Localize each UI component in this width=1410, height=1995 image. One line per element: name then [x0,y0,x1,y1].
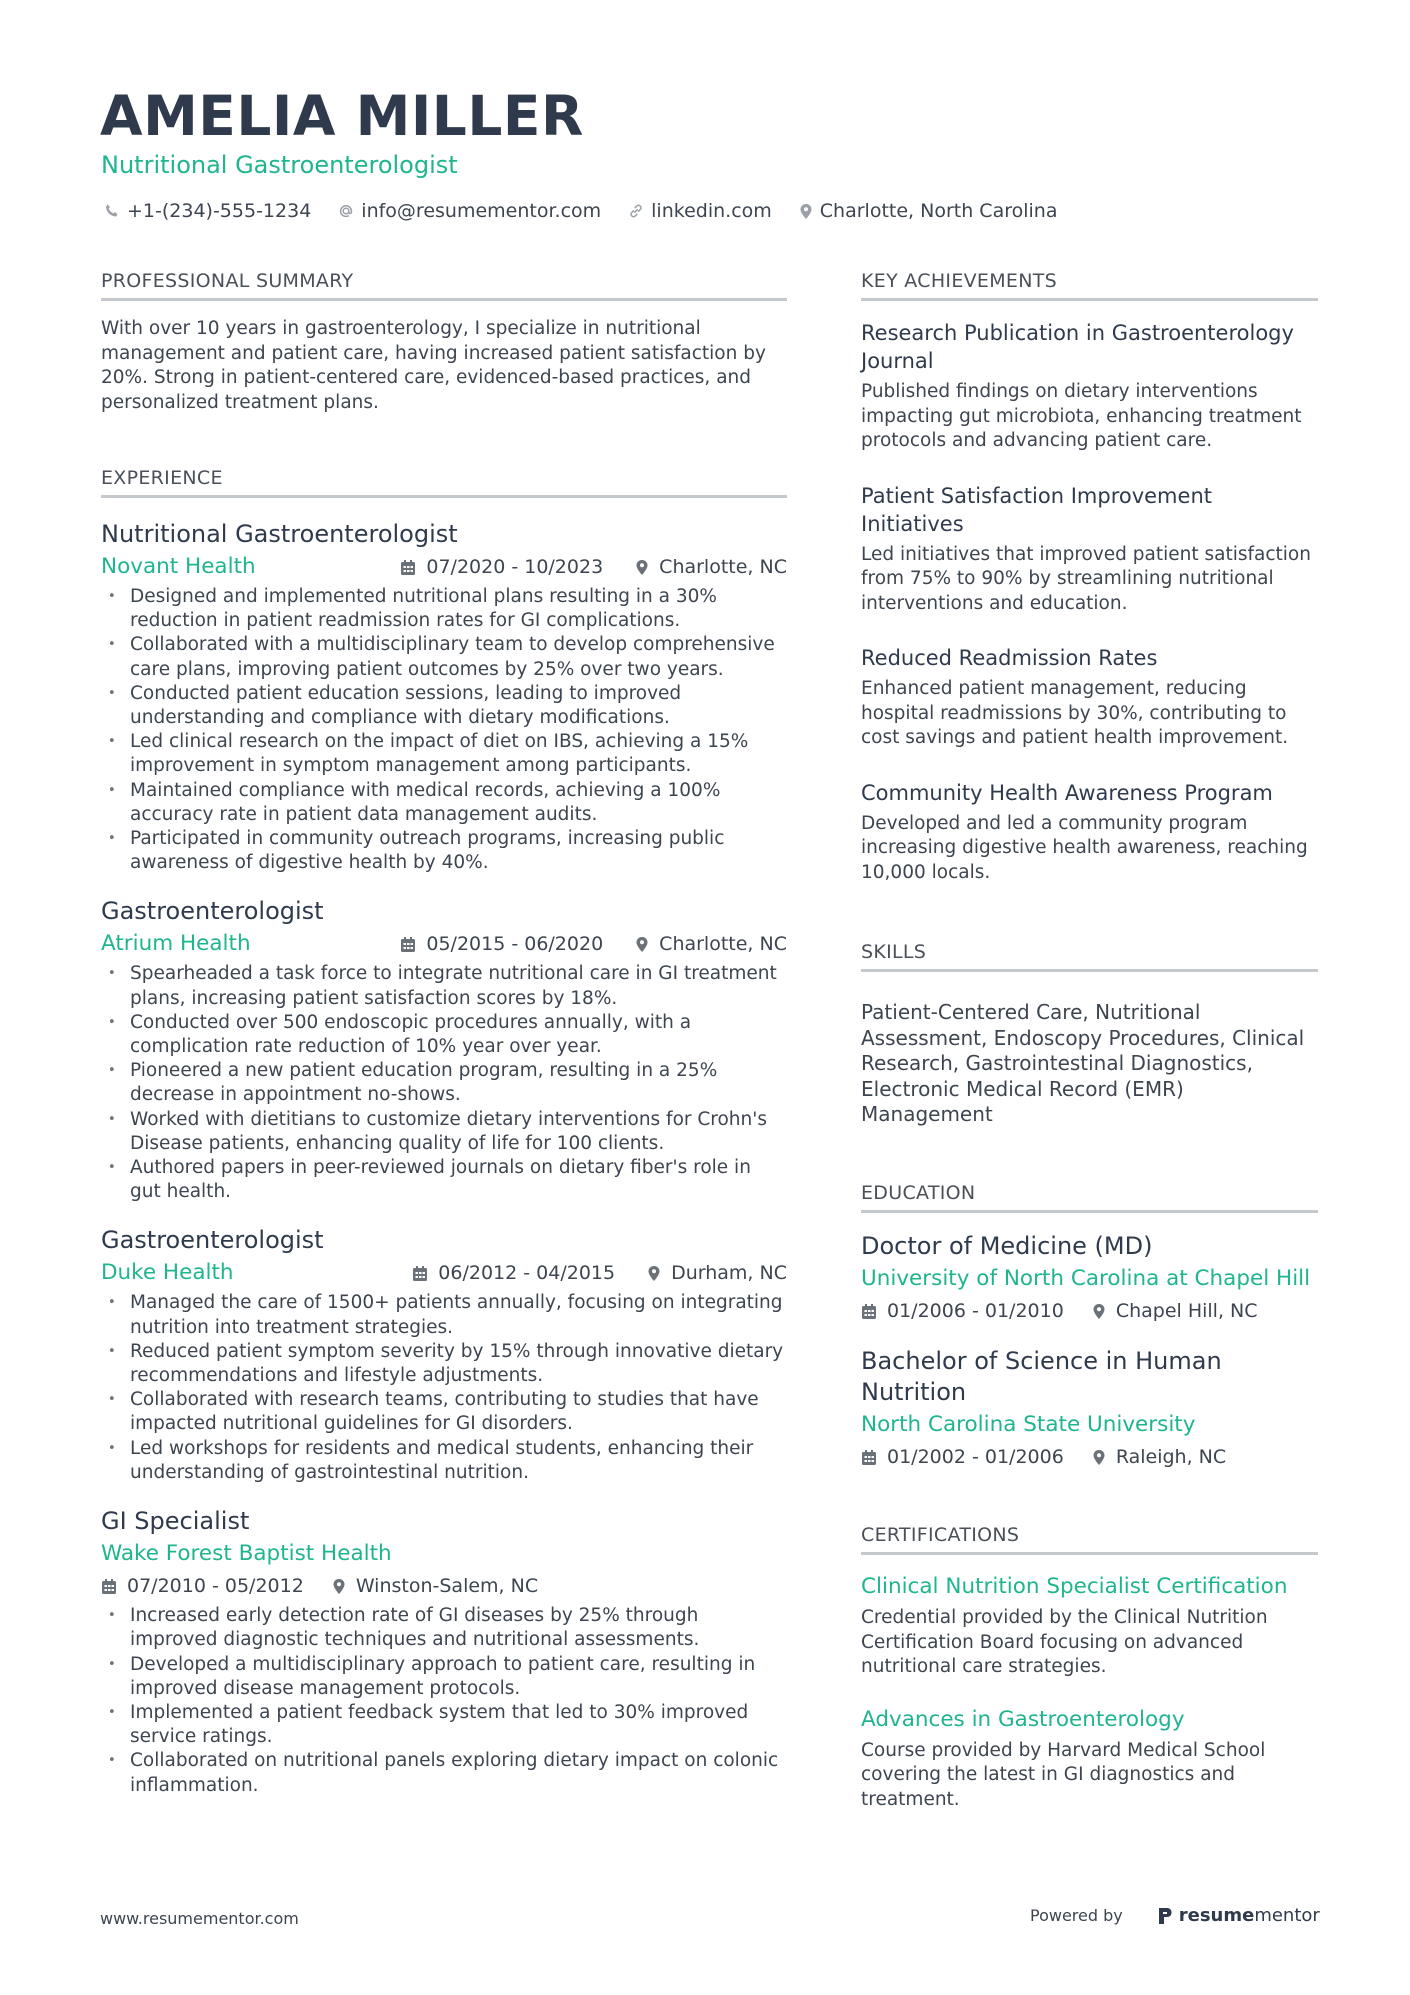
bullet-item: • Designed and implemented nutritional plans resulting in a 30% reduction in patient readmission rates for GI complications. [101,585,787,633]
degree-title: Bachelor of Science in Human Nutrition [861,1347,1222,1406]
education-date-location [861,1442,1318,1472]
bullet-item: • Managed the care of 1500+ patients annually, focusing on integrating nutrition into treatment strategies. [101,1291,787,1339]
job-title: Gastroenterologist [101,897,324,926]
company-name: Duke Health [101,1260,234,1286]
education-dates [861,1446,1064,1468]
school-name: North Carolina State University [861,1412,1196,1438]
job-bullets [101,1291,787,1485]
bullet-item: • Implemented a patient feedback system that led to 30% improved service ratings. [101,1701,787,1749]
job-location-text: Durham, NC [671,1262,787,1285]
education-dates-text: 01/2002 - 01/2006 [887,1446,1064,1469]
candidate-name: AMELIA MILLER [100,84,584,148]
contact-location [799,198,1058,224]
job-dates-text: 07/2010 - 05/2012 [127,1575,304,1598]
achievement-title: Patient Satisfaction Improvement Initiatives [861,483,1212,536]
job-bullets [101,1604,787,1798]
job-dates-text: 07/2020 - 10/2023 [426,556,604,578]
location-pin-icon [1092,1449,1106,1466]
job-entry [101,518,787,875]
contact-website[interactable] [628,198,772,224]
contact-website-text: linkedin.com [651,200,772,222]
bullet-item: • Collaborated on nutritional panels exploring dietary impact on colonic inflammation. [101,1749,787,1797]
achievement-title: Reduced Readmission Rates [861,646,1158,670]
bullet-item: • Pioneered a new patient education program, resulting in a 25% decrease in appointment no-shows. [101,1059,787,1107]
job-entry [101,895,787,1204]
brand-logo-icon [1157,1906,1173,1926]
job-location [647,1262,787,1284]
contact-phone[interactable] [104,198,311,224]
achievement-text: Developed and led a community program increasing digestive health awareness, reaching 10,000 locals. [861,812,1308,883]
candidate-headline: Nutritional Gastroenterologist [101,151,458,179]
job-location [635,556,787,578]
link-icon [628,203,644,219]
section-title: CERTIFICATIONS [861,1520,1318,1555]
calendar-icon [412,1265,428,1282]
company-name: Wake Forest Baptist Health [101,1541,392,1567]
education-dates-text: 01/2006 - 01/2010 [887,1300,1064,1323]
bullet-item: • Led workshops for residents and medical students, enhancing their understanding of gastrointestinal nutrition. [101,1437,787,1485]
job-title: GI Specialist [101,1507,250,1536]
degree-title: Doctor of Medicine (MD) [861,1231,1153,1260]
certifications-section [861,1520,1318,1812]
bullet-item: • Reduced patient symptom severity by 15% through innovative dietary recommendations and lifestyle adjustments. [101,1340,787,1388]
bullet-item: • Participated in community outreach programs, increasing public awareness of digestive health by 40%. [101,827,787,875]
summary-text: With over 10 years in gastroenterology, I specialize in nutritional management and patient care, having increased patient satisfaction by 20%. Strong in patient-centered care, evidenced-based practices, and personalized treatment plans. [101,318,766,413]
brand-logo[interactable] [1157,1905,1320,1926]
phone-icon [104,203,120,219]
left-column [101,266,787,1798]
bullet-item: • Spearheaded a task force to integrate nutritional care in GI treatment plans, increasing patient satisfaction scores by 18%. [101,962,787,1010]
job-dates [101,1575,304,1597]
section-title: EDUCATION [861,1178,1318,1213]
job-meta [101,552,787,582]
bullet-item: • Conducted over 500 endoscopic procedures annually, with a complication rate reduction of 10% year over year. [101,1011,787,1059]
at-icon [338,203,354,219]
bullet-item: • Increased early detection rate of GI diseases by 25% through improved diagnostic techniques and nutritional assessments. [101,1604,787,1652]
bullet-item: • Collaborated with research teams, contributing to studies that have impacted nutritional guidelines for GI disorders. [101,1388,787,1436]
section-title: SKILLS [861,937,1318,972]
contact-location-text: Charlotte, North Carolina [819,200,1058,222]
bullet-item: • Conducted patient education sessions, leading to improved understanding and compliance with dietary modifications. [101,682,787,730]
job-date-location [101,1571,787,1601]
company-name: Novant Health [101,554,256,579]
achievement-item [861,482,1318,617]
location-pin-icon [1092,1303,1106,1320]
calendar-icon [400,559,416,576]
school-name: University of North Carolina at Chapel Hill [861,1266,1311,1292]
bullet-item: • Developed a multidisciplinary approach to patient care, resulting in improved disease management protocols. [101,1653,787,1701]
powered-by-label: Powered by [1030,1906,1123,1925]
job-dates [400,556,603,578]
job-entry [101,1224,787,1485]
job-date-location [412,1262,787,1284]
footer-powered-by [1030,1905,1320,1926]
job-meta [101,929,787,959]
job-meta [101,1258,787,1288]
job-dates-text: 06/2012 - 04/2015 [438,1262,616,1285]
certification-item [861,1706,1318,1813]
education-dates [861,1300,1064,1322]
certification-title: Advances in Gastroenterology [861,1706,1185,1732]
contact-bar [104,198,1084,224]
achievement-item [861,779,1318,886]
education-location [1092,1300,1258,1322]
education-location [1092,1446,1226,1468]
achievement-text: Enhanced patient management, reducing hospital readmissions by 30%, contributing to cost savings and patient health improvement. [861,678,1289,748]
achievement-item [861,644,1318,751]
job-location-text: Winston-Salem, NC [355,1575,539,1598]
summary-section [101,266,787,415]
job-bullets [101,962,787,1204]
certification-item [861,1573,1318,1680]
job-dates [400,933,603,955]
certification-title: Clinical Nutrition Specialist Certification [861,1574,1288,1600]
skills-section [861,937,1318,1128]
job-location [332,1575,538,1597]
calendar-icon [861,1303,877,1320]
achievements-section [861,266,1318,885]
location-pin-icon [799,203,813,220]
location-pin-icon [332,1578,346,1595]
education-section [861,1178,1318,1473]
achievement-text: Led initiatives that improved patient satisfaction from 75% to 90% by streamlining nutritional interventions and education. [861,543,1311,614]
section-title: PROFESSIONAL SUMMARY [101,266,787,301]
right-column [861,266,1318,1812]
bullet-item: • Led clinical research on the impact of diet on IBS, achieving a 15% improvement in symptom management among participants. [101,730,787,778]
job-title: Nutritional Gastroenterologist [101,520,458,548]
bullet-item: • Worked with dietitians to customize dietary interventions for Crohn's Disease patients, enhancing quality of life for 100 clients. [101,1108,787,1156]
job-bullets [101,585,787,875]
education-item [861,1231,1318,1327]
job-dates [412,1262,615,1284]
section-title: EXPERIENCE [101,463,787,498]
education-item [861,1346,1318,1472]
job-location [635,933,787,955]
contact-email[interactable] [338,198,601,224]
job-location-text: Charlotte, NC [659,933,787,956]
calendar-icon [861,1449,877,1466]
achievement-text: Published findings on dietary interventions impacting gut microbiota, enhancing treatment protocols and advancing patient care. [861,381,1302,451]
bullet-item: • Collaborated with a multidisciplinary team to develop comprehensive care plans, improving patient outcomes by 25% over two years. [101,633,787,681]
job-date-location [400,933,787,955]
education-location-text: Raleigh, NC [1115,1446,1227,1469]
job-dates-text: 05/2015 - 06/2020 [426,933,604,956]
bullet-item: • Authored papers in peer-reviewed journals on dietary fiber's role in gut health. [101,1156,787,1204]
education-location-text: Chapel Hill, NC [1115,1300,1258,1323]
location-pin-icon [635,559,649,576]
certification-text: Credential provided by the Clinical Nutrition Certification Board focusing on advanced nutritional care strategies. [861,1607,1268,1678]
location-pin-icon [635,936,649,953]
experience-section [101,463,787,1798]
contact-email-text: info@resumementor.com [361,200,602,222]
job-entry [101,1505,787,1798]
brand-name-bold: resume [1178,1905,1255,1926]
achievement-title: Research Publication in Gastroenterology Journal [861,321,1294,373]
achievement-title: Community Health Awareness Program [861,780,1273,805]
location-pin-icon [647,1265,661,1282]
education-date-location [861,1296,1318,1326]
section-title: KEY ACHIEVEMENTS [861,266,1318,301]
job-title: Gastroenterologist [101,1226,324,1255]
brand-name-light: mentor [1254,1905,1320,1926]
certification-text: Course provided by Harvard Medical School covering the latest in GI diagnostics and treatment. [861,1739,1266,1810]
company-name: Atrium Health [101,931,251,957]
achievement-item [861,319,1318,454]
calendar-icon [400,936,416,953]
bullet-item: • Maintained compliance with medical records, achieving a 100% accuracy rate in patient data management audits. [101,779,787,827]
calendar-icon [101,1578,117,1595]
footer-url[interactable]: www.resumementor.com [100,1909,299,1928]
skills-text: Patient-Centered Care, Nutritional Assessment, Endoscopy Procedures, Clinical Research, Gastrointestinal Diagnostics, Electronic Medical Record (EMR) Management [861,1000,1305,1127]
job-date-location [400,556,787,578]
contact-phone-text: +1-(234)-555-1234 [127,200,312,222]
job-location-text: Charlotte, NC [659,556,787,578]
